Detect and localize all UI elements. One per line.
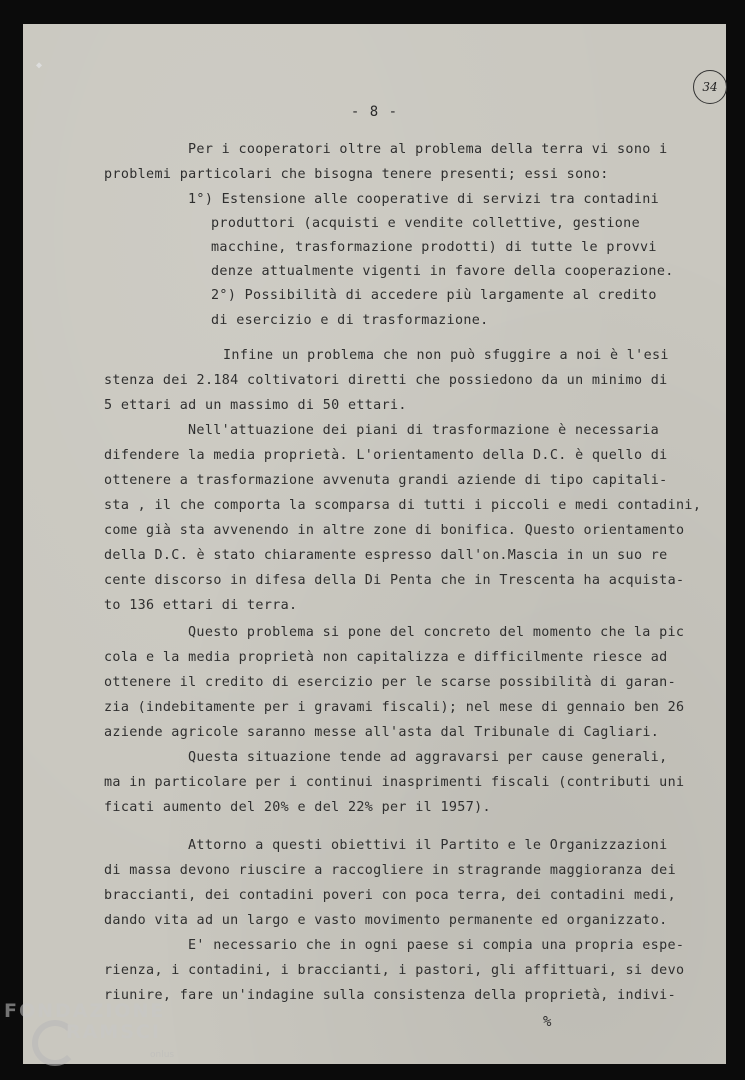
text-line: zia (indebitamente per i gravami fiscali); nel mese di gennaio ben 26 (104, 700, 685, 715)
text-line: come già sta avvenendo in altre zone di bonifica. Questo orientamento (104, 523, 685, 538)
text-line: rienza, i contadini, i braccianti, i pastori, gli affittuari, si devo (104, 963, 685, 978)
watermark-line2: RAMSCI (66, 1021, 161, 1043)
text-line: to 136 ettari di terra. (104, 598, 298, 613)
watermark-line1: FONDAZIONE (4, 1000, 166, 1022)
foundation-watermark (4, 998, 184, 1080)
text-line: cola e la media proprietà non capitalizza e difficilmente riesce ad (104, 650, 668, 665)
text-line: Nell'attuazione dei piani di trasformazione è necessaria (188, 423, 660, 438)
text-line: denze attualmente vigenti in favore della cooperazione. (211, 264, 674, 279)
text-line: della D.C. è stato chiaramente espresso dall'on.Mascia in un suo re (104, 548, 668, 563)
text-line: di esercizio e di trasformazione. (211, 313, 489, 328)
text-line: difendere la media proprietà. L'orientamento della D.C. è quello di (104, 448, 668, 463)
footer-mark: % (543, 1014, 552, 1030)
text-line: sta , il che comporta la scomparsa di tutti i piccoli e medi contadini, (104, 498, 702, 513)
text-line: Per i cooperatori oltre al problema della terra vi sono i (188, 142, 668, 157)
text-line: dando vita ad un largo e vasto movimento permanente ed organizzato. (104, 913, 668, 928)
text-line: 1°) Estensione alle cooperative di servizi tra contadini (188, 192, 660, 207)
text-line: stenza dei 2.184 coltivatori diretti che possiedono da un minimo di (104, 373, 668, 388)
text-line: problemi particolari che bisogna tenere presenti; essi sono: (104, 167, 609, 182)
document-page (23, 24, 726, 1064)
text-line: di massa devono riuscire a raccogliere in stragrande maggioranza dei (104, 863, 677, 878)
text-line: Attorno a questi obiettivi il Partito e le Organizzazioni (188, 838, 668, 853)
text-line: 5 ettari ad un massimo di 50 ettari. (104, 398, 407, 413)
text-line: Questo problema si pone del concreto del momento che la pic (188, 625, 685, 640)
text-line: cente discorso in difesa della Di Penta che in Trescenta ha acquista- (104, 573, 685, 588)
text-line: 2°) Possibilità di accedere più largamente al credito (211, 288, 657, 303)
text-line: E' necessario che in ogni paese si compia una propria espe- (188, 938, 685, 953)
watermark-line3: onlus (150, 1050, 175, 1060)
archive-number-stamp: 34 (693, 70, 727, 104)
page-number: - 8 - (350, 104, 399, 120)
text-line: riunire, fare un'indagine sulla consistenza della proprietà, indivi- (104, 988, 677, 1003)
text-line: ma in particolare per i continui inasprimenti fiscali (contributi uni (104, 775, 685, 790)
text-line: Questa situazione tende ad aggravarsi per cause generali, (188, 750, 668, 765)
text-line: produttori (acquisti e vendite collettive, gestione (211, 216, 641, 231)
text-line: Infine un problema che non può sfuggire a noi è l'esi (223, 348, 669, 363)
text-line: ficati aumento del 20% e del 22% per il 1957). (104, 800, 491, 815)
text-line: ottenere a trasformazione avvenuta grandi aziende di tipo capitali- (104, 473, 668, 488)
text-line: macchine, trasformazione prodotti) di tutte le provvi (211, 240, 657, 255)
text-line: braccianti, dei contadini poveri con poca terra, dei contadini medi, (104, 888, 677, 903)
text-line: ottenere il credito di esercizio per le scarse possibilità di garan- (104, 675, 677, 690)
text-line: aziende agricole saranno messe all'asta dal Tribunale di Cagliari. (104, 725, 660, 740)
scan-dot: ◆ (36, 60, 43, 71)
